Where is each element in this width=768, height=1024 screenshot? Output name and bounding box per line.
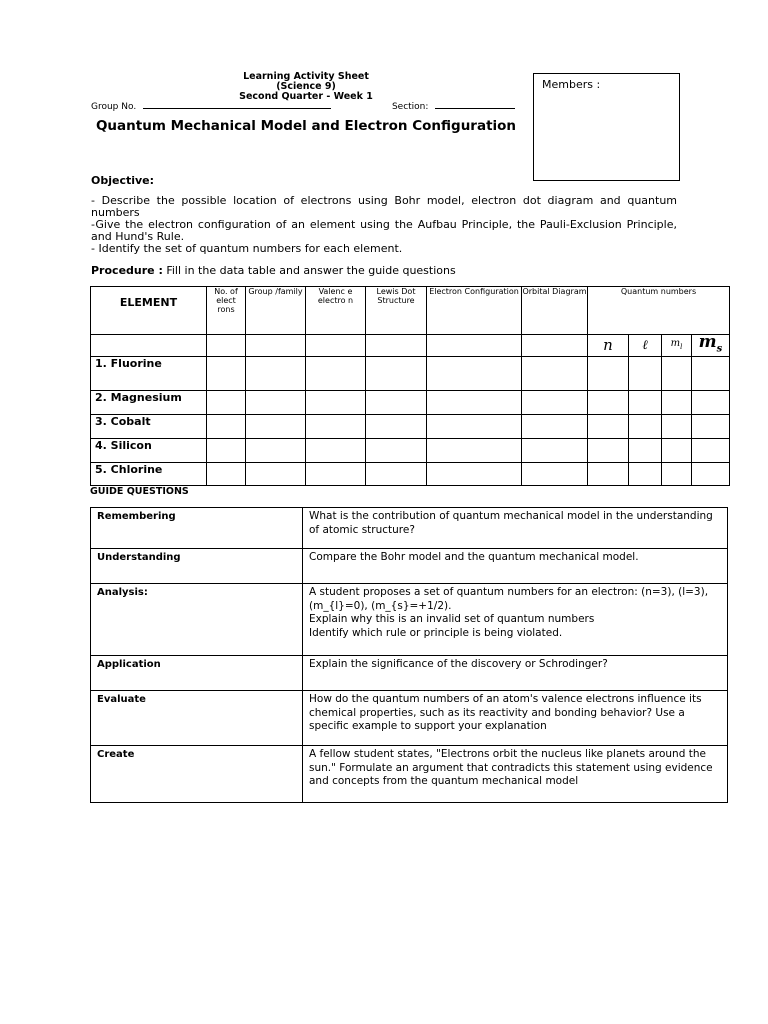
lewis-header: Lewis Dot Structure	[366, 287, 427, 335]
guide-question: Explain the significance of the discovery or Schrodinger?	[303, 656, 728, 691]
guide-question: Identify which rule or principle is being violated.	[309, 626, 563, 639]
quantum-header: Quantum numbers	[588, 287, 730, 335]
blank-cell[interactable]	[306, 439, 366, 463]
guide-level: Evaluate	[91, 691, 303, 746]
blank-cell[interactable]	[207, 357, 246, 391]
quantum-l-symbol: ℓ	[629, 335, 662, 357]
blank-cell[interactable]	[522, 335, 588, 357]
guide-row	[91, 746, 728, 803]
blank-cell[interactable]	[629, 391, 662, 415]
blank-cell[interactable]	[366, 391, 427, 415]
blank-cell[interactable]	[366, 357, 427, 391]
guide-questions-table	[90, 507, 728, 803]
procedure-line	[91, 264, 456, 277]
element-name: 4. Silicon	[91, 439, 207, 463]
blank-cell[interactable]	[366, 415, 427, 439]
group-label: Group No.	[91, 102, 137, 112]
blank-cell[interactable]	[207, 335, 246, 357]
guide-row	[91, 549, 728, 584]
blank-cell[interactable]	[427, 463, 522, 486]
element-name: 1. Fluorine	[91, 357, 207, 391]
blank-cell[interactable]	[588, 439, 629, 463]
blank-cell[interactable]	[246, 463, 306, 486]
guide-question-block	[303, 584, 728, 656]
blank-cell[interactable]	[207, 463, 246, 486]
element-name: 5. Chlorine	[91, 463, 207, 486]
blank-cell[interactable]	[306, 335, 366, 357]
table-row	[91, 463, 730, 486]
objective-item: - Identify the set of quantum numbers for each element.	[91, 242, 403, 255]
blank-cell[interactable]	[427, 439, 522, 463]
blank-cell[interactable]	[588, 415, 629, 439]
group-section-line	[91, 100, 521, 112]
data-table	[90, 286, 730, 486]
quantum-ms-symbol: $m_s$	[692, 335, 730, 357]
guide-level: Application	[91, 656, 303, 691]
blank-cell[interactable]	[522, 357, 588, 391]
table-row	[91, 391, 730, 415]
element-header: ELEMENT	[91, 287, 207, 335]
blank-cell[interactable]	[207, 415, 246, 439]
blank-cell[interactable]	[246, 439, 306, 463]
blank-cell[interactable]	[306, 415, 366, 439]
sheet-title-line3: Second Quarter - Week 1	[239, 91, 373, 102]
element-name: 2. Magnesium	[91, 391, 207, 415]
guide-question: A fellow student states, "Electrons orbit the nucleus like planets around the sun." Formulate an argument that contradicts this statement using evidence and concepts from the quantum mechanical model	[303, 746, 728, 803]
sheet-title-line2: (Science 9)	[276, 81, 336, 92]
blank-cell[interactable]	[246, 391, 306, 415]
blank-cell[interactable]	[366, 439, 427, 463]
guide-question: What is the contribution of quantum mechanical model in the understanding of atomic structure?	[303, 508, 728, 549]
section-label: Section:	[391, 102, 429, 112]
objective-item: - Describe the possible location of electrons using Bohr model, electron dot diagram and quantum numbers	[91, 194, 677, 219]
blank-cell[interactable]	[692, 415, 730, 439]
guide-question: A student proposes a set of quantum numbers for an electron: (n=3), (l=3), (m_{l}=0), (m_{s}=+1/2).	[309, 586, 709, 612]
objective-list	[91, 195, 677, 255]
group-header: Group /family	[246, 287, 306, 335]
blank-cell[interactable]	[692, 463, 730, 486]
section-blank[interactable]	[435, 100, 515, 109]
quantum-symbol-row	[91, 335, 730, 357]
guide-row	[91, 508, 728, 549]
config-header: Electron Configuration	[427, 287, 522, 335]
guide-questions-label: GUIDE QUESTIONS	[90, 486, 189, 497]
blank-cell[interactable]	[427, 335, 522, 357]
sheet-title-line1: Learning Activity Sheet	[243, 71, 369, 82]
table-row	[91, 439, 730, 463]
blank-cell[interactable]	[246, 357, 306, 391]
blank-cell[interactable]	[662, 357, 692, 391]
blank-cell[interactable]	[662, 463, 692, 486]
blank-cell[interactable]	[427, 357, 522, 391]
guide-row	[91, 584, 728, 656]
blank-cell[interactable]	[246, 415, 306, 439]
data-table-header-row	[91, 287, 730, 335]
table-row	[91, 415, 730, 439]
blank-cell[interactable]	[522, 439, 588, 463]
blank-cell[interactable]	[522, 463, 588, 486]
blank-cell[interactable]	[306, 463, 366, 486]
quantum-n-symbol: n	[588, 335, 629, 357]
table-row	[91, 357, 730, 391]
valence-header: Valenc e electro n	[306, 287, 366, 335]
quantum-ml-symbol: $m_l$	[662, 335, 692, 357]
blank-cell[interactable]	[207, 439, 246, 463]
blank-cell[interactable]	[427, 391, 522, 415]
blank-cell[interactable]	[306, 391, 366, 415]
guide-level: Create	[91, 746, 303, 803]
blank-cell[interactable]	[692, 439, 730, 463]
guide-row	[91, 656, 728, 691]
guide-question: Compare the Bohr model and the quantum mechanical model.	[303, 549, 728, 584]
blank-cell[interactable]	[366, 463, 427, 486]
element-name: 3. Cobalt	[91, 415, 207, 439]
procedure-text: Fill in the data table and answer the guide questions	[166, 264, 456, 277]
blank-cell[interactable]	[629, 439, 662, 463]
procedure-label: Procedure :	[91, 264, 163, 277]
blank-cell[interactable]	[662, 415, 692, 439]
blank-cell[interactable]	[629, 357, 662, 391]
blank-cell[interactable]	[91, 335, 207, 357]
guide-question: Explain why this is an invalid set of quantum numbers	[309, 613, 595, 625]
objective-label: Objective:	[91, 174, 155, 187]
blank-cell[interactable]	[588, 391, 629, 415]
blank-cell[interactable]	[662, 391, 692, 415]
blank-cell[interactable]	[366, 335, 427, 357]
objective-item: -Give the electron configuration of an element using the Aufbau Principle, the Pauli-Exclusion Principle, and Hund's Rule.	[91, 218, 677, 243]
guide-level: Understanding	[91, 549, 303, 584]
blank-cell[interactable]	[306, 357, 366, 391]
blank-cell[interactable]	[588, 357, 629, 391]
members-label: Members :	[542, 78, 601, 91]
blank-cell[interactable]	[246, 335, 306, 357]
blank-cell[interactable]	[662, 439, 692, 463]
blank-cell[interactable]	[629, 415, 662, 439]
blank-cell[interactable]	[522, 391, 588, 415]
guide-row	[91, 691, 728, 746]
blank-cell[interactable]	[207, 391, 246, 415]
blank-cell[interactable]	[427, 415, 522, 439]
electrons-header: No. of elect rons	[207, 287, 246, 335]
guide-level: Analysis:	[91, 584, 303, 656]
blank-cell[interactable]	[522, 415, 588, 439]
orbital-header: Orbital Diagram	[522, 287, 588, 335]
blank-cell[interactable]	[629, 463, 662, 486]
blank-cell[interactable]	[588, 463, 629, 486]
guide-question: How do the quantum numbers of an atom's valence electrons influence its chemical properties, such as its reactivity and bonding behavior? Use a specific example to support your explanation	[303, 691, 728, 746]
members-box[interactable]	[533, 73, 680, 181]
blank-cell[interactable]	[692, 357, 730, 391]
group-blank[interactable]	[143, 100, 331, 109]
blank-cell[interactable]	[692, 391, 730, 415]
guide-level: Remembering	[91, 508, 303, 549]
page-title: Quantum Mechanical Model and Electron Configuration	[95, 118, 517, 134]
